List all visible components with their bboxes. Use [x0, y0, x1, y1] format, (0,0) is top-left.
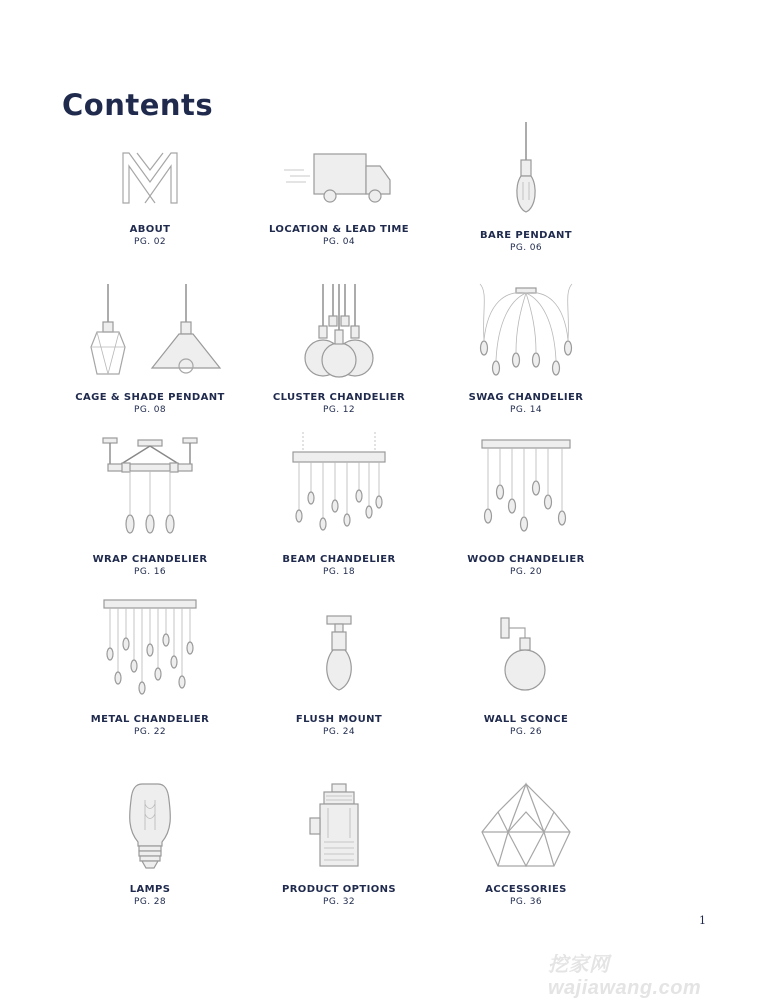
toc-page: PG. 32 — [323, 897, 355, 907]
toc-label: ACCESSORIES — [485, 884, 567, 895]
toc-label: CLUSTER CHANDELIER — [272, 392, 406, 403]
watermark: 挖家网 wajiawang.com — [548, 954, 702, 999]
toc-item-wrap[interactable] — [60, 436, 240, 578]
toc-page: PG. 04 — [323, 237, 355, 247]
toc-item-cage-shade[interactable] — [60, 282, 240, 416]
delivery-truck-icon — [274, 148, 404, 208]
toc-page: PG. 02 — [134, 237, 166, 247]
toc-item-flush[interactable] — [249, 612, 429, 738]
flush-mount-icon — [309, 612, 369, 702]
socket-options-icon — [304, 780, 374, 874]
cluster-chandelier-icon — [289, 282, 389, 378]
toc-page: PG. 20 — [510, 567, 542, 577]
toc-item-about[interactable] — [60, 148, 240, 248]
wood-chandelier-icon — [476, 436, 576, 540]
toc-item-swag[interactable] — [436, 282, 616, 416]
edison-bulb-icon — [120, 780, 180, 874]
toc-page: PG. 14 — [510, 405, 542, 415]
toc-label: LAMPS — [129, 884, 171, 895]
toc-page: PG. 26 — [510, 727, 542, 737]
toc-label: WALL SCONCE — [483, 714, 569, 725]
toc-label: WOOD CHANDELIER — [467, 554, 585, 565]
toc-page: PG. 18 — [323, 567, 355, 577]
toc-page: PG. 06 — [510, 243, 542, 253]
metal-chandelier-icon — [100, 598, 200, 702]
swag-chandelier-icon — [476, 282, 576, 378]
wrap-chandelier-icon — [100, 436, 200, 540]
toc-item-location[interactable] — [249, 148, 429, 248]
toc-item-sconce[interactable] — [436, 612, 616, 738]
geometric-cage-icon — [476, 780, 576, 874]
toc-page: PG. 24 — [323, 727, 355, 737]
cage-shade-pendant-icon — [75, 282, 225, 378]
toc-label: BEAM CHANDELIER — [282, 554, 396, 565]
toc-item-cluster[interactable] — [249, 282, 429, 416]
toc-label: ABOUT — [129, 224, 171, 235]
mj-logo-icon — [115, 148, 185, 208]
toc-page: PG. 16 — [134, 567, 166, 577]
toc-item-accessories[interactable] — [436, 780, 616, 908]
page-number: 1 — [699, 914, 706, 927]
toc-item-beam[interactable] — [249, 430, 429, 578]
toc-label: WRAP CHANDELIER — [92, 554, 208, 565]
toc-label: LOCATION & LEAD TIME — [269, 224, 409, 235]
toc-item-product-options[interactable] — [249, 780, 429, 908]
toc-label: CAGE & SHADE PENDANT — [75, 392, 225, 403]
toc-label: BARE PENDANT — [480, 230, 572, 241]
bare-pendant-icon — [506, 120, 546, 216]
toc-page: PG. 28 — [134, 897, 166, 907]
wall-sconce-icon — [491, 612, 561, 702]
toc-label: METAL CHANDELIER — [90, 714, 210, 725]
toc-page: PG. 08 — [134, 405, 166, 415]
toc-page: PG. 12 — [323, 405, 355, 415]
toc-item-wood[interactable] — [436, 436, 616, 578]
toc-label: PRODUCT OPTIONS — [281, 884, 397, 895]
toc-label: SWAG CHANDELIER — [468, 392, 584, 403]
toc-label: FLUSH MOUNT — [295, 714, 383, 725]
page-title: Contents — [62, 88, 214, 122]
toc-item-bare-pendant[interactable] — [436, 120, 616, 254]
toc-page: PG. 36 — [510, 897, 542, 907]
toc-item-metal[interactable] — [60, 598, 240, 738]
beam-chandelier-icon — [289, 430, 389, 540]
toc-item-lamps[interactable] — [60, 780, 240, 908]
toc-page: PG. 22 — [134, 727, 166, 737]
